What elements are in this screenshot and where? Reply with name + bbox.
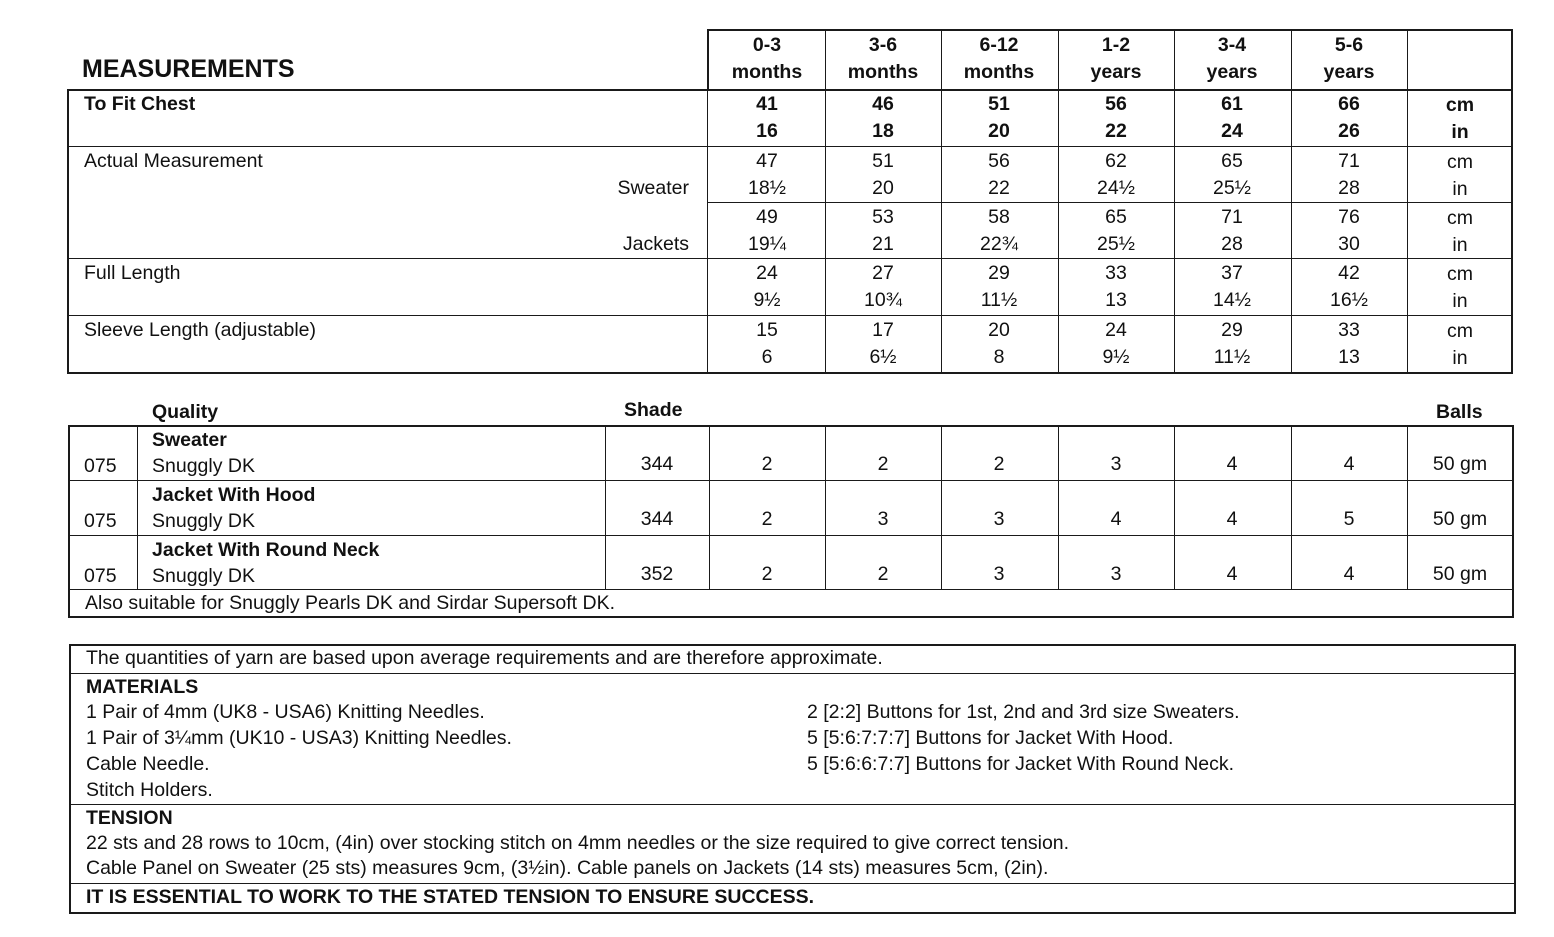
yarn-header-balls: Balls — [1436, 401, 1483, 423]
measurement-cm-value: 51 — [872, 150, 894, 172]
material-item-right: 5 [5:6:7:7:7] Buttons for Jacket With Hood. — [807, 727, 1174, 749]
measurement-cm-value: 56 — [1105, 93, 1127, 115]
measurement-cm-value: 49 — [756, 206, 778, 228]
measurement-cm-value: 61 — [1221, 93, 1243, 115]
measurement-cm-value: 29 — [988, 262, 1010, 284]
yarn-shade: 344 — [640, 453, 674, 475]
measurement-sublabel: Sweater — [617, 177, 689, 199]
row-divider — [707, 202, 1513, 203]
measurement-in-value: 22 — [988, 177, 1010, 199]
yarn-garment: Sweater — [152, 429, 227, 451]
measurement-cm-value: 20 — [988, 319, 1010, 341]
material-item-left: 1 Pair of 3¼mm (UK10 - USA3) Knitting Needles. — [86, 727, 512, 749]
yarn-quality: Snuggly DK — [152, 510, 255, 532]
measurement-label: Full Length — [84, 262, 181, 284]
size-header-range: 1-2 — [1101, 34, 1131, 56]
measurement-cm-value: 53 — [872, 206, 894, 228]
label-column-divider — [707, 89, 708, 374]
measurement-in-value: 24½ — [1097, 177, 1135, 199]
yarn-garment: Jacket With Round Neck — [152, 539, 380, 561]
measurement-in-value: 28 — [1221, 233, 1243, 255]
unit-in: in — [1452, 347, 1468, 369]
measurement-sublabel: Jackets — [622, 233, 689, 255]
measurement-cm-value: 51 — [988, 93, 1010, 115]
size-header-unit: months — [847, 61, 919, 83]
measurement-in-value: 20 — [872, 177, 894, 199]
measurement-in-value: 11½ — [1213, 346, 1251, 368]
yarn-balls-value: 5 — [1343, 508, 1355, 530]
unit-in: in — [1452, 178, 1468, 200]
unit-cm: cm — [1445, 94, 1475, 116]
essential-note: IT IS ESSENTIAL TO WORK TO THE STATED TENSION TO ENSURE SUCCESS. — [86, 886, 815, 908]
material-item-left: 1 Pair of 4mm (UK8 - USA6) Knitting Needles. — [86, 701, 485, 723]
measurement-cm-value: 24 — [756, 262, 778, 284]
yarn-balls-value: 4 — [1343, 563, 1355, 585]
size-header-unit: years — [1206, 61, 1258, 83]
yarn-shade: 344 — [640, 508, 674, 530]
yarn-balls-value: 2 — [761, 453, 773, 475]
tension-line-2: Cable Panel on Sweater (25 sts) measures 9cm, (3½in). Cable panels on Jackets (14 sts) measures 5cm, (2in). — [86, 857, 1049, 879]
yarn-code: 075 — [84, 510, 117, 532]
measurement-cm-value: 47 — [756, 150, 778, 172]
unit-cm: cm — [1447, 263, 1473, 285]
unit-cm: cm — [1447, 320, 1473, 342]
unit-in: in — [1451, 121, 1469, 143]
measurement-in-value: 25½ — [1097, 233, 1135, 255]
material-item-right: 5 [5:6:6:7:7] Buttons for Jacket With Round Neck. — [807, 753, 1235, 775]
size-header-range: 3-4 — [1217, 34, 1247, 56]
measurement-in-value: 16 — [756, 120, 778, 142]
material-item-left: Cable Needle. — [86, 753, 210, 775]
measurement-cm-value: 42 — [1338, 262, 1360, 284]
yarn-weight: 50 gm — [1432, 453, 1488, 475]
measurement-cm-value: 71 — [1221, 206, 1243, 228]
tension-title: TENSION — [86, 807, 173, 829]
yarn-balls-value: 4 — [1110, 508, 1122, 530]
measurement-cm-value: 65 — [1105, 206, 1127, 228]
measurement-in-value: 21 — [872, 233, 894, 255]
measurement-in-value: 22 — [1105, 120, 1127, 142]
yarn-row-divider — [68, 589, 1514, 590]
yarn-quality: Snuggly DK — [152, 565, 255, 587]
measurement-cm-value: 29 — [1221, 319, 1243, 341]
yarn-balls-value: 2 — [877, 563, 889, 585]
yarn-balls-value: 2 — [877, 453, 889, 475]
unit-in: in — [1452, 234, 1468, 256]
size-header-unit: months — [731, 61, 803, 83]
measurement-in-value: 19¼ — [748, 233, 786, 255]
measurement-in-value: 25½ — [1213, 177, 1251, 199]
measurement-in-value: 13 — [1338, 346, 1360, 368]
yarn-row-divider — [68, 480, 1514, 481]
size-header-range: 6-12 — [979, 34, 1019, 56]
measurement-in-value: 9½ — [1102, 346, 1130, 368]
yarn-balls-value: 4 — [1226, 508, 1238, 530]
measurement-in-value: 18½ — [748, 177, 786, 199]
yarn-column-divider — [137, 425, 138, 590]
row-divider — [67, 258, 1513, 259]
measurement-cm-value: 17 — [872, 319, 894, 341]
measurements-title: MEASUREMENTS — [82, 55, 295, 83]
measurement-in-value: 22¾ — [980, 233, 1018, 255]
measurement-in-value: 26 — [1338, 120, 1360, 142]
measurement-cm-value: 37 — [1221, 262, 1243, 284]
yarn-note: Also suitable for Snuggly Pearls DK and Sirdar Supersoft DK. — [85, 592, 616, 614]
unit-cm: cm — [1447, 207, 1473, 229]
measurement-label: To Fit Chest — [84, 93, 196, 115]
yarn-balls-value: 3 — [993, 508, 1005, 530]
measurement-cm-value: 33 — [1105, 262, 1127, 284]
tension-line-1: 22 sts and 28 rows to 10cm, (4in) over stocking stitch on 4mm needles or the size required to give correct tension. — [86, 832, 1070, 854]
measurement-cm-value: 46 — [872, 93, 894, 115]
materials-title: MATERIALS — [86, 676, 199, 698]
measurement-label: Sleeve Length (adjustable) — [84, 319, 316, 341]
size-header-range: 0-3 — [752, 34, 782, 56]
measurement-in-value: 20 — [988, 120, 1010, 142]
size-header-range: 5-6 — [1334, 34, 1364, 56]
yarn-weight: 50 gm — [1432, 563, 1488, 585]
measurement-in-value: 18 — [872, 120, 894, 142]
measurement-cm-value: 56 — [988, 150, 1010, 172]
measurement-cm-value: 66 — [1338, 93, 1360, 115]
yarn-balls-value: 4 — [1226, 563, 1238, 585]
quantities-note: The quantities of yarn are based upon average requirements and are therefore approximate. — [86, 647, 883, 669]
measurement-cm-value: 76 — [1338, 206, 1360, 228]
yarn-weight: 50 gm — [1432, 508, 1488, 530]
yarn-header-quality: Quality — [152, 401, 219, 423]
measurement-cm-value: 41 — [756, 93, 778, 115]
measurement-cm-value: 33 — [1338, 319, 1360, 341]
yarn-balls-value: 2 — [761, 508, 773, 530]
yarn-row-divider — [68, 535, 1514, 536]
row-divider — [67, 315, 1513, 316]
measurement-in-value: 6 — [761, 346, 773, 368]
size-header-unit: years — [1090, 61, 1142, 83]
yarn-header-shade: Shade — [624, 399, 683, 421]
yarn-balls-value: 4 — [1343, 453, 1355, 475]
measurement-in-value: 13 — [1105, 289, 1127, 311]
unit-cm: cm — [1447, 151, 1473, 173]
measurement-cm-value: 27 — [872, 262, 894, 284]
measurement-in-value: 14½ — [1213, 289, 1251, 311]
yarn-quality: Snuggly DK — [152, 455, 255, 477]
measurement-cm-value: 65 — [1221, 150, 1243, 172]
size-header-unit: years — [1323, 61, 1375, 83]
measurement-in-value: 6½ — [869, 346, 897, 368]
yarn-balls-value: 2 — [993, 453, 1005, 475]
yarn-balls-value: 4 — [1226, 453, 1238, 475]
measurement-cm-value: 71 — [1338, 150, 1360, 172]
measurement-in-value: 8 — [993, 346, 1005, 368]
measurement-in-value: 10¾ — [864, 289, 902, 311]
size-header-unit: months — [963, 61, 1035, 83]
measurement-in-value: 28 — [1338, 177, 1360, 199]
yarn-balls-value: 2 — [761, 563, 773, 585]
yarn-code: 075 — [84, 565, 117, 587]
measurement-cm-value: 15 — [756, 319, 778, 341]
measurement-cm-value: 62 — [1105, 150, 1127, 172]
size-header-range: 3-6 — [868, 34, 898, 56]
unit-in: in — [1452, 290, 1468, 312]
measurement-in-value: 24 — [1221, 120, 1243, 142]
yarn-balls-value: 3 — [1110, 563, 1122, 585]
yarn-garment: Jacket With Hood — [152, 484, 316, 506]
measurement-in-value: 11½ — [980, 289, 1018, 311]
yarn-balls-value: 3 — [1110, 453, 1122, 475]
yarn-shade: 352 — [640, 563, 674, 585]
measurement-in-value: 9½ — [753, 289, 781, 311]
material-item-left: Stitch Holders. — [86, 779, 213, 801]
material-item-right: 2 [2:2] Buttons for 1st, 2nd and 3rd size Sweaters. — [807, 701, 1240, 723]
measurement-cm-value: 24 — [1105, 319, 1127, 341]
yarn-balls-value: 3 — [993, 563, 1005, 585]
yarn-code: 075 — [84, 455, 117, 477]
row-divider — [67, 146, 1513, 147]
yarn-balls-value: 3 — [877, 508, 889, 530]
measurement-in-value: 16½ — [1330, 289, 1368, 311]
measurement-in-value: 30 — [1338, 233, 1360, 255]
measurement-cm-value: 58 — [988, 206, 1010, 228]
measurement-label: Actual Measurement — [84, 150, 263, 172]
